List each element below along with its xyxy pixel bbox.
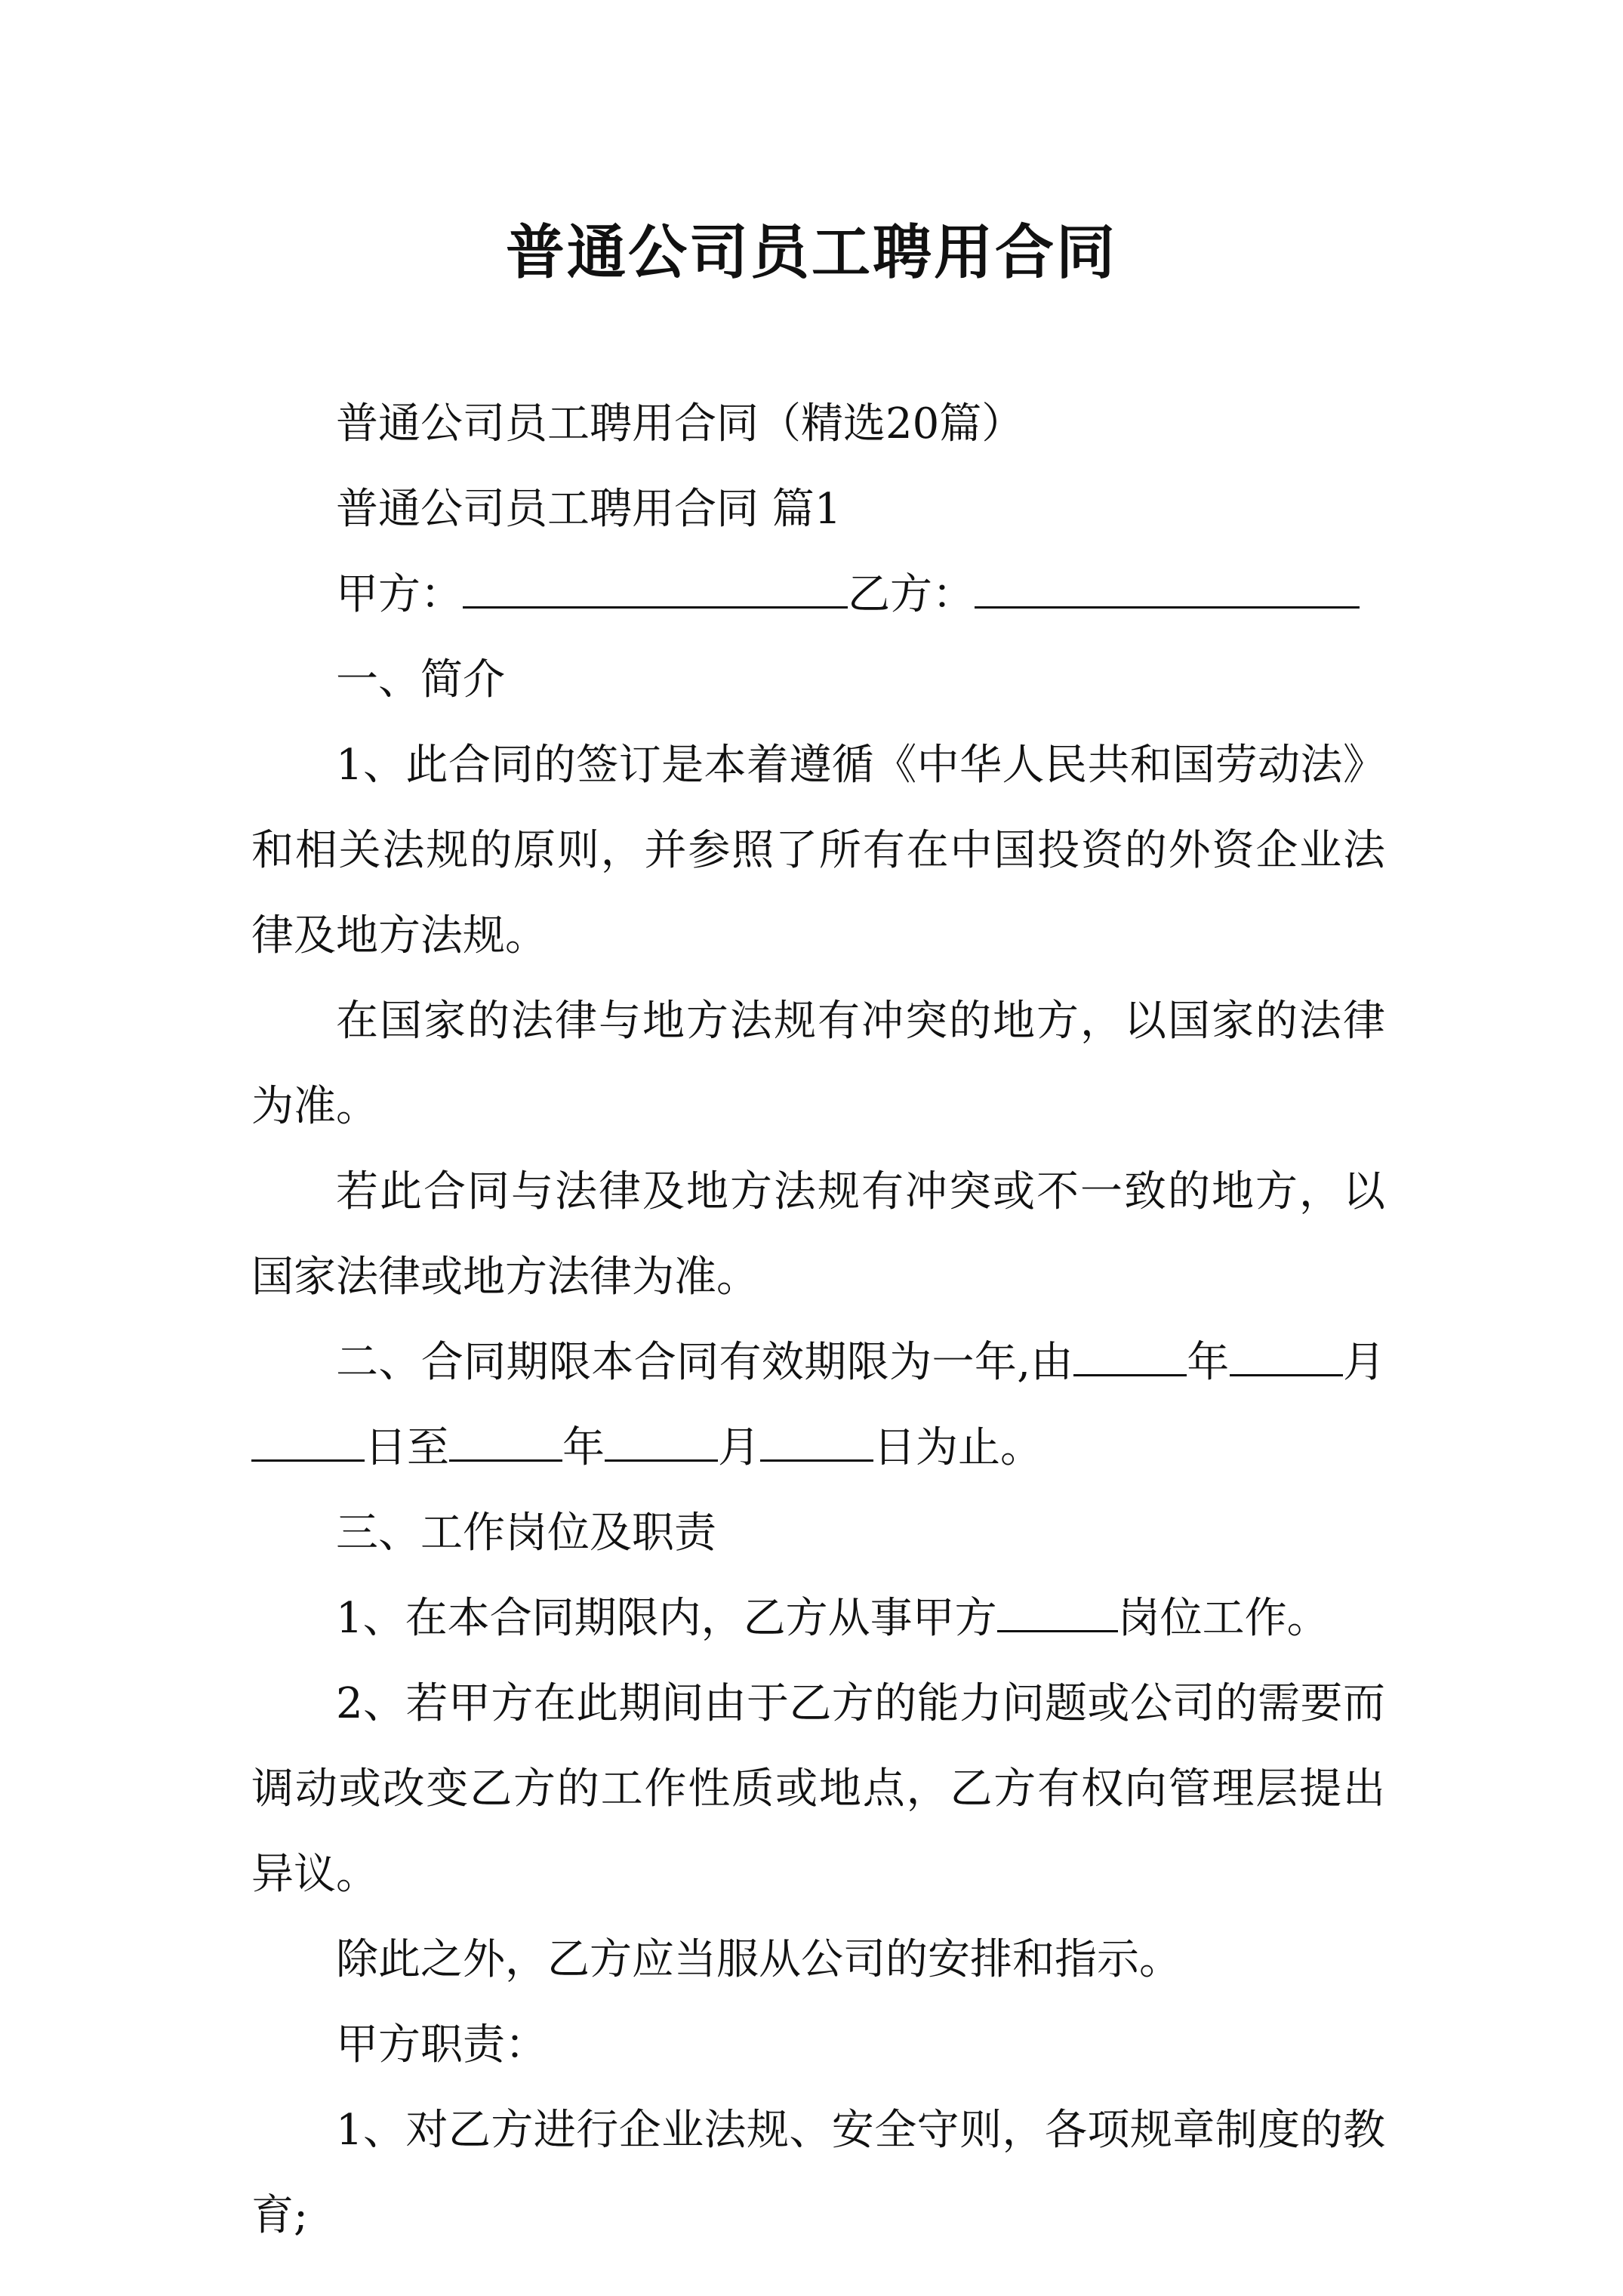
post-suffix: 岗位工作。 — [1117, 1594, 1329, 1643]
duty-item-1: 1、对乙方进行企业法规、安全守则，各项规章制度的教育; — [251, 2106, 1385, 2240]
section-3-paragraph-3: 除此之外，乙方应当服从公司的安排和指示。 — [336, 1935, 1181, 1984]
section-1-paragraph-2: 在国家的法律与地方法规有冲突的地方，以国家的法律为准。 — [251, 997, 1385, 1131]
party-a-blank — [463, 566, 848, 609]
party-b-blank — [975, 566, 1360, 609]
section-3-paragraph-2: 2、若甲方在此期间由于乙方的能力问题或公司的需要而调动或改变乙方的工作性质或地点，乙方有权向管理层提出异议。 — [251, 1679, 1385, 1899]
section-3-paragraph-1 — [251, 1576, 1385, 1661]
term-prefix: 二、合同期限本合同有效期限为一年,由 — [336, 1338, 1073, 1387]
term-year-1: 年 — [1186, 1338, 1230, 1387]
term-month-2: 月 — [718, 1423, 760, 1472]
term-end-year-blank — [449, 1419, 562, 1462]
party-a-duties-heading: 甲方职责： — [336, 2020, 547, 2069]
document-title: 普通公司员工聘用合同 — [505, 218, 1117, 287]
section-1-paragraph-1: 1、此合同的签订是本着遵循《中华人民共和国劳动法》和相关法规的原则，并参照了所有在中国投资的外资企业法律及地方法规。 — [251, 741, 1385, 960]
term-end-month-blank — [605, 1419, 718, 1462]
term-start-month-blank — [1230, 1333, 1343, 1376]
section-1-paragraph-3: 若此合同与法律及地方法规有冲突或不一致的地方，以国家法律或地方法律为准。 — [251, 1167, 1385, 1302]
term-start-day-blank — [251, 1419, 365, 1462]
parties-line — [251, 552, 1385, 637]
post-prefix: 1、在本合同期限内，乙方从事甲方 — [336, 1594, 997, 1643]
contract-term-paragraph — [251, 1320, 1385, 1490]
term-day-2: 日为止。 — [873, 1423, 1042, 1472]
post-blank — [997, 1589, 1118, 1632]
term-start-year-blank — [1073, 1333, 1187, 1376]
party-b-label: 乙方： — [848, 570, 975, 619]
section-heading: 普通公司员工聘用合同 篇1 — [336, 485, 842, 534]
document-body — [251, 381, 1385, 2258]
party-a-label: 甲方： — [336, 570, 463, 619]
section-3-heading: 三、工作岗位及职责 — [336, 1509, 716, 1558]
term-end-day-blank — [760, 1419, 873, 1462]
term-year-2: 年 — [562, 1423, 605, 1472]
term-day-1: 日至 — [365, 1423, 449, 1472]
section-1-heading: 一、简介 — [336, 655, 505, 704]
subtitle: 普通公司员工聘用合同（精选20篇） — [336, 399, 1024, 448]
term-month-1: 月 — [1342, 1338, 1385, 1387]
